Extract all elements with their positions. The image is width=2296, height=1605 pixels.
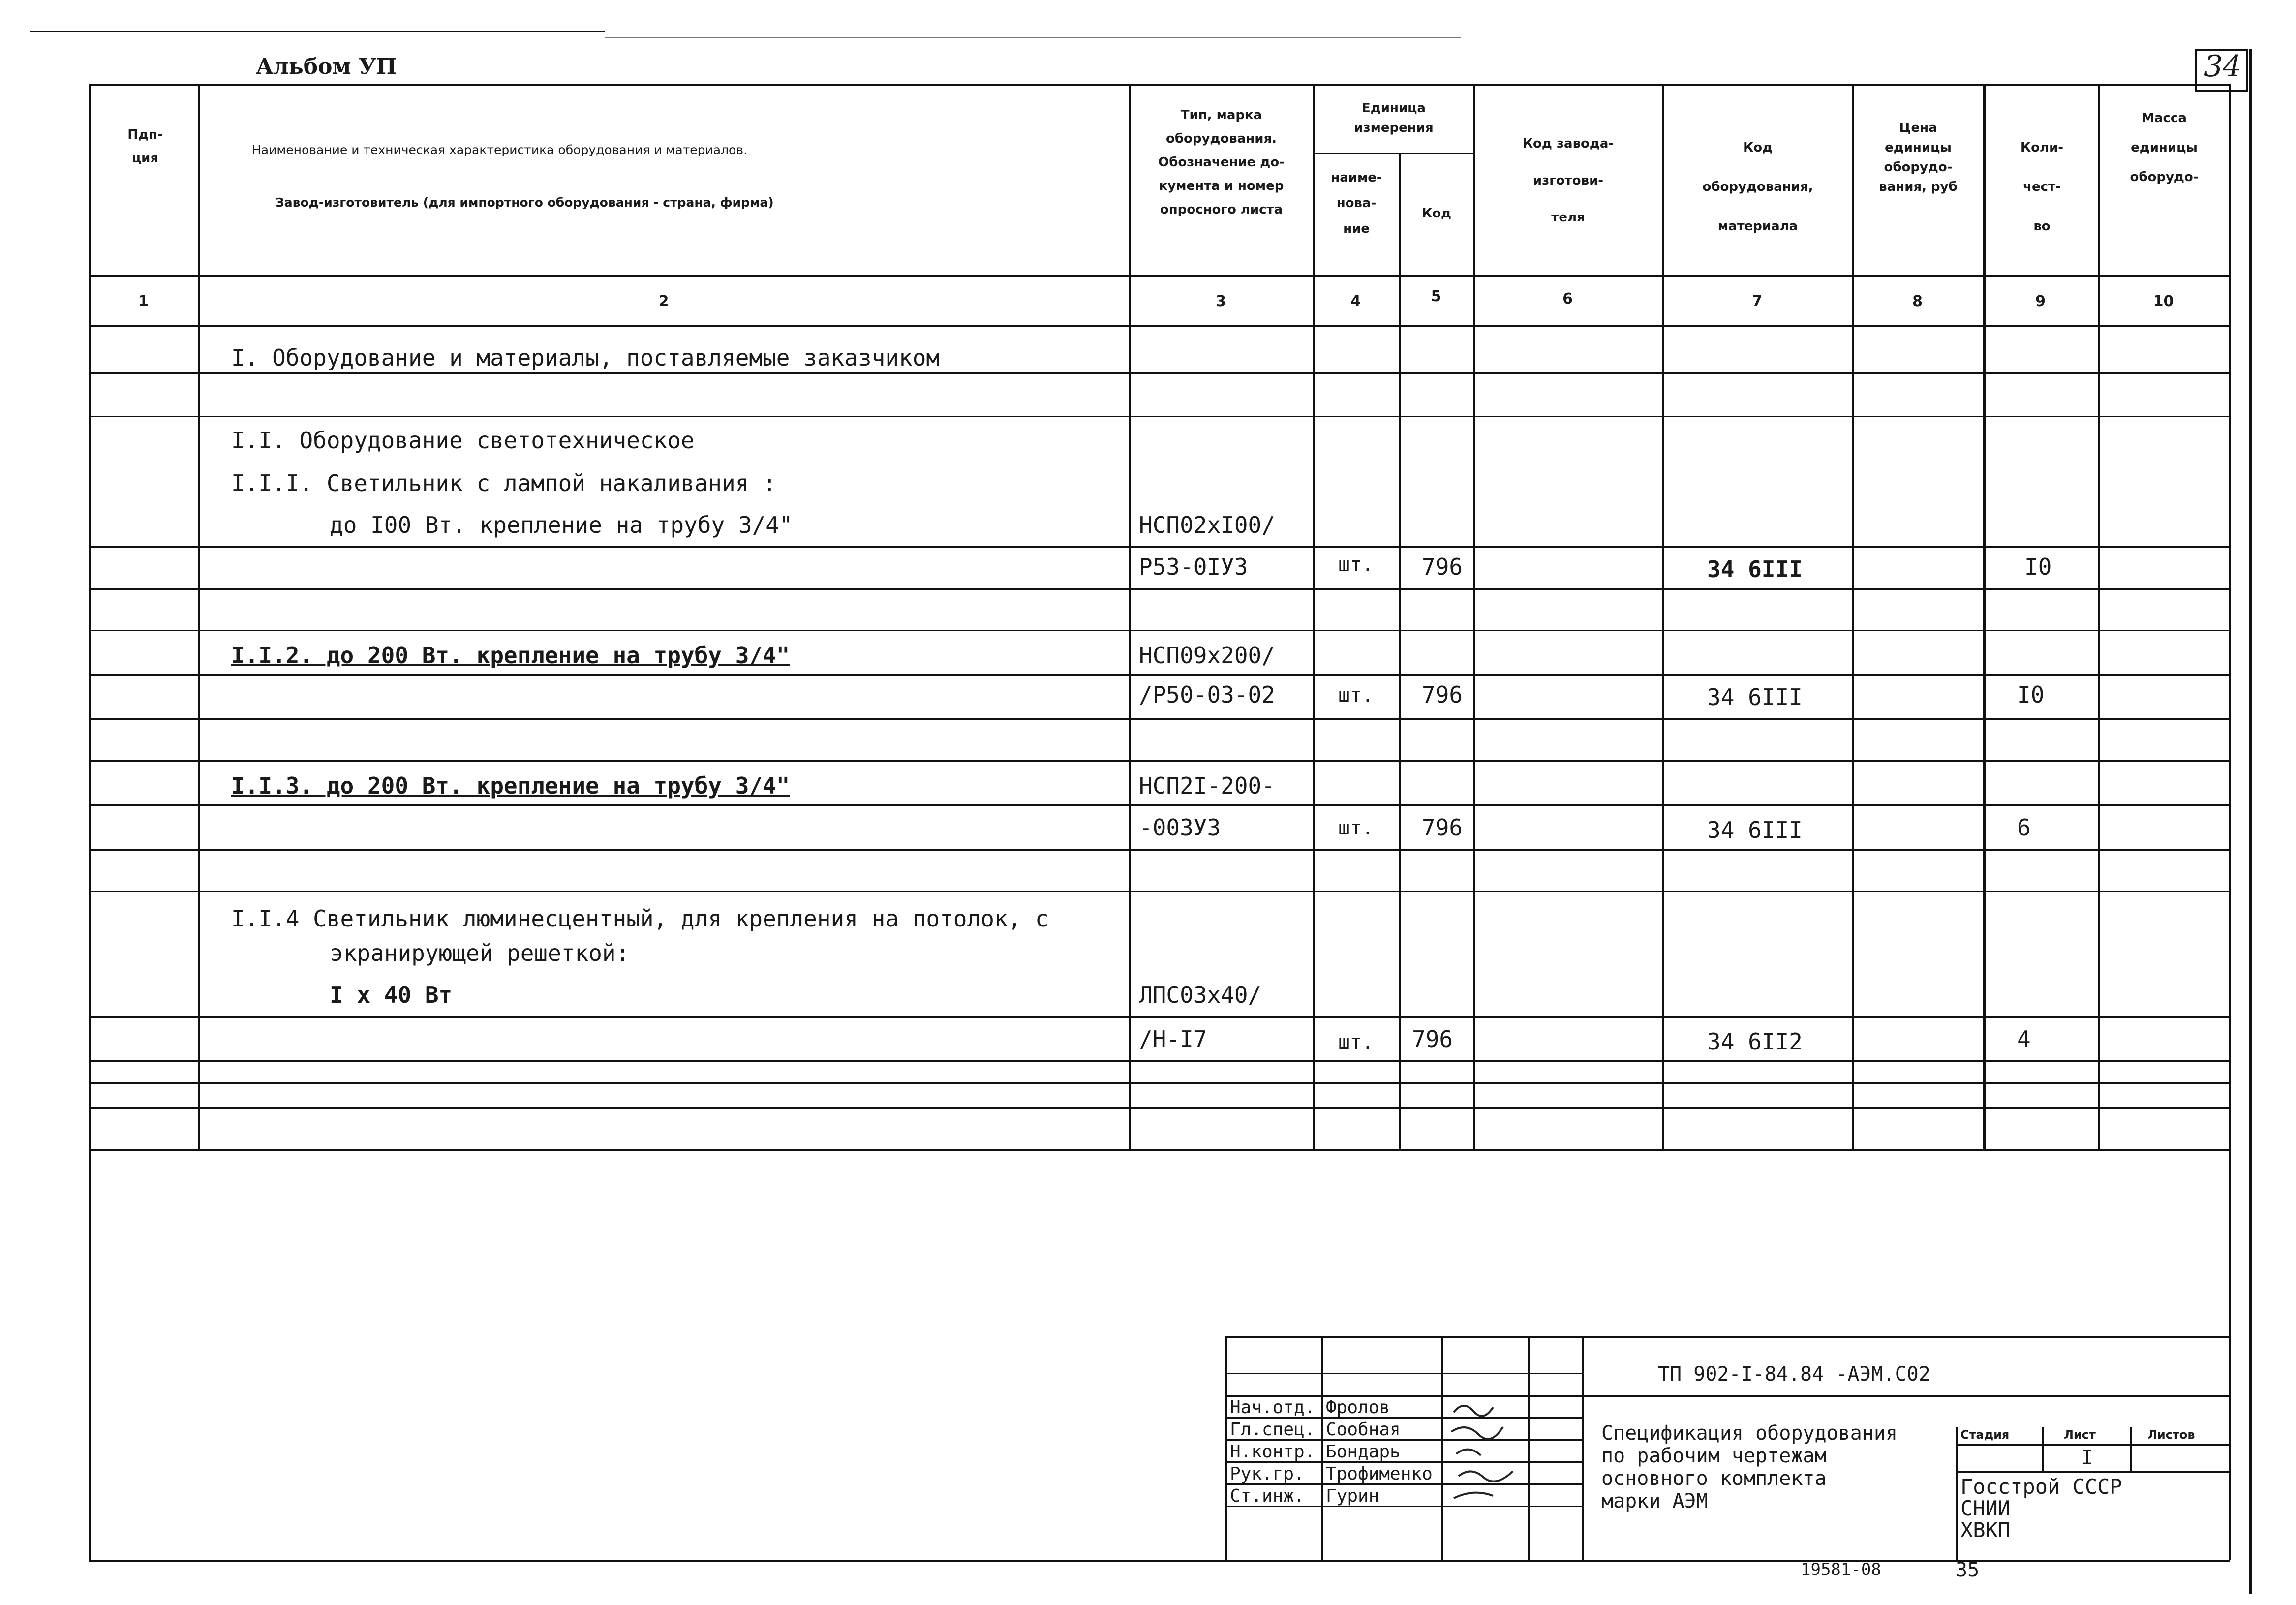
item-description: I.I.2. до 200 Вт. крепление на трубу 3/4"	[231, 642, 790, 669]
item-unit: шт.	[1338, 817, 1374, 839]
tb-role: Н.контр.	[1230, 1442, 1316, 1462]
col3-header: Тип, марка оборудования. Обозначение до- кумента и номер опросного листа	[1158, 108, 1285, 217]
row-line	[89, 546, 2230, 548]
table-bottom	[89, 1149, 2230, 1151]
tb-name: Трофименко	[1326, 1464, 1433, 1484]
item-type: -003У3	[1139, 814, 1221, 841]
frame-top	[89, 84, 2230, 86]
item-material-code: 34 6III	[1707, 817, 1803, 843]
item-unit: шт.	[1338, 1031, 1374, 1053]
unit-name-header: наиме- нова- ние	[1331, 170, 1382, 236]
organization: Госстрой СССР СНИИ ХВКП	[1960, 1475, 2122, 1542]
col-sep-7	[1852, 84, 1854, 1149]
row-line	[89, 891, 2230, 892]
col-number: 2	[658, 293, 669, 310]
item-type: НСП09х200/	[1139, 642, 1275, 669]
col7-header: Код оборудования, материала	[1702, 140, 1813, 234]
item-title: I.I.I. Светильник с лампой накаливания :	[231, 470, 776, 496]
sheets-label: Листов	[2147, 1428, 2195, 1442]
item-type: ЛПС03х40/	[1139, 982, 1262, 1008]
item-unit-code: 796	[1422, 554, 1463, 580]
col-number: 1	[138, 293, 149, 310]
item-title-cont: экранирующей решеткой:	[330, 940, 630, 966]
unit-code-header: Код	[1421, 206, 1452, 221]
album-label: Альбом УП	[256, 54, 397, 79]
col2-header-line2: Завод-изготовитель (для импортного оборудования - страна, фирма)	[276, 195, 774, 210]
col1-header: Пдп- ция	[127, 127, 163, 166]
col2-header-line1: Наименование и техническая характеристика оборудования и материалов.	[252, 143, 748, 157]
col-sep-1	[198, 84, 200, 1149]
row-line	[89, 1107, 2230, 1109]
col-sep-6	[1662, 84, 1664, 1149]
top-rule	[30, 31, 605, 32]
row-line	[89, 416, 2230, 417]
row-line	[89, 760, 2230, 762]
item-material-code: 34 6III	[1707, 684, 1803, 710]
col-number: 5	[1431, 288, 1441, 305]
item-material-code: 34 6III	[1707, 556, 1803, 583]
tb-sep	[1582, 1336, 1584, 1560]
item-unit: шт.	[1338, 554, 1374, 576]
sheet-number: 34	[2204, 49, 2242, 84]
col-sep-9	[2098, 84, 2100, 1149]
col-number: 8	[1912, 293, 1923, 310]
item-unit-code: 796	[1422, 681, 1463, 708]
page-number: 35	[1956, 1559, 1980, 1581]
sheet-label: Лист	[2064, 1428, 2096, 1442]
tb-name: Бондарь	[1326, 1442, 1401, 1462]
tb-sep	[2042, 1427, 2044, 1471]
tb-role: Рук.гр.	[1230, 1464, 1305, 1484]
tb-name: Фролов	[1326, 1397, 1390, 1418]
tb-sep	[2130, 1427, 2132, 1471]
section-heading: I. Оборудование и материалы, поставляемые заказчиком	[231, 344, 940, 371]
row-line	[89, 1016, 2230, 1018]
tb-name: Гурин	[1326, 1486, 1379, 1506]
tb-sep	[1321, 1336, 1323, 1560]
col-sep-2	[1129, 84, 1131, 1149]
tb-role: Нач.отд.	[1230, 1397, 1316, 1418]
tb-name: Сообная	[1326, 1420, 1401, 1440]
row-line	[89, 849, 2230, 851]
item-description: до I00 Вт. крепление на трубу 3/4"	[330, 512, 793, 538]
unit-header-split	[1313, 153, 1474, 154]
top-rule-thin	[605, 37, 1461, 38]
row-line	[89, 804, 2230, 806]
col6-header: Код завода- изготови- теля	[1522, 136, 1614, 225]
tb-row	[1956, 1444, 2229, 1446]
item-quantity: I0	[2017, 681, 2045, 708]
item-type: /Н-I7	[1139, 1026, 1207, 1052]
item-unit: шт.	[1338, 684, 1374, 707]
row-line	[89, 372, 2230, 374]
col8-header: Цена единицы оборудо- вания, руб	[1879, 121, 1958, 194]
tb-sep	[1528, 1336, 1530, 1560]
item-unit-code: 796	[1412, 1026, 1453, 1052]
item-type: НСП2I-200-	[1139, 772, 1275, 799]
colnum-bottom	[89, 325, 2230, 327]
signatures	[1444, 1397, 1528, 1506]
tb-row	[1225, 1395, 2229, 1397]
row-line	[89, 718, 2230, 720]
frame-right-outer	[2249, 49, 2252, 1594]
tb-sep	[1441, 1336, 1443, 1560]
tb-role: Ст.инж.	[1230, 1486, 1305, 1506]
subsection-heading: I.I. Оборудование светотехническое	[231, 427, 695, 454]
col9-header: Коли- чест- во	[2020, 140, 2064, 234]
item-unit-code: 796	[1422, 814, 1463, 841]
item-type: /Р50-03-02	[1139, 681, 1275, 708]
col10-header: Масса единицы оборудо-	[2130, 111, 2199, 185]
item-description: I х 40 Вт	[330, 982, 453, 1008]
unit-header: Единица измерения	[1354, 101, 1434, 135]
document-title: Спецификация оборудования по рабочим чертежам основного комплекта марки АЭМ	[1601, 1422, 1898, 1512]
col-number: 9	[2035, 293, 2046, 310]
col-number: 6	[1562, 290, 1573, 308]
col-number: 4	[1350, 293, 1361, 310]
row-line	[89, 1060, 2230, 1062]
col-sep-5	[1473, 84, 1475, 1149]
tb-sep	[1956, 1427, 1958, 1560]
item-material-code: 34 6II2	[1707, 1028, 1803, 1055]
item-title: I.I.4 Светильник люминесцентный, для крепления на потолок, с	[231, 905, 1049, 932]
item-quantity: I0	[2024, 554, 2052, 580]
signature-scribbles-icon	[1444, 1397, 1528, 1506]
item-quantity: 6	[2017, 814, 2031, 841]
header-bottom	[89, 275, 2230, 277]
col-number: 3	[1216, 293, 1226, 310]
document-designation: ТП 902-I-84.84 -АЭМ.С02	[1658, 1363, 1930, 1386]
col-sep-3	[1313, 84, 1315, 1149]
col-number: 7	[1752, 293, 1762, 310]
item-type: НСП02хI00/	[1139, 512, 1275, 538]
col-sep-8	[1983, 84, 1986, 1149]
row-line	[89, 674, 2230, 676]
row-line	[89, 1082, 2230, 1084]
tb-row	[1956, 1471, 2229, 1473]
item-quantity: 4	[2017, 1026, 2031, 1052]
stage-label: Стадия	[1960, 1428, 2010, 1442]
tb-row	[1225, 1373, 1583, 1374]
sheet-value: I	[2081, 1447, 2093, 1469]
archive-stamp: 19581-08	[1801, 1560, 1881, 1579]
row-line	[89, 630, 2230, 631]
item-type: Р53-0IУ3	[1139, 554, 1248, 580]
tb-role: Гл.спец.	[1230, 1420, 1316, 1440]
row-line	[89, 588, 2230, 590]
col-number: 10	[2153, 293, 2174, 310]
item-description: I.I.3. до 200 Вт. крепление на трубу 3/4"	[231, 772, 790, 799]
